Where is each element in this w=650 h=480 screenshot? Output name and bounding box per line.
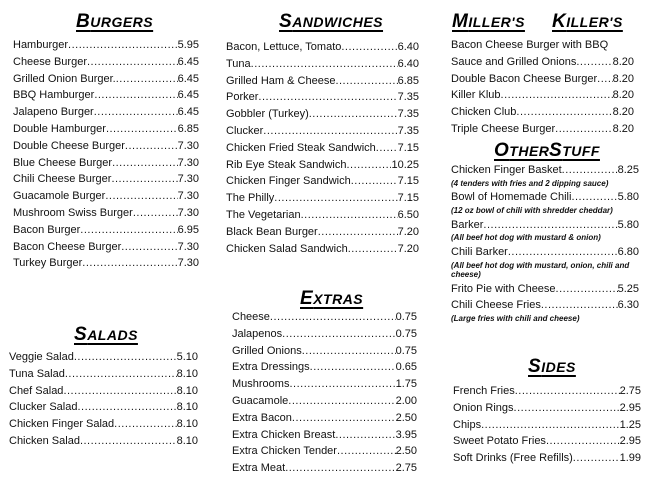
leader-dots — [80, 222, 177, 239]
item-name: Chicken Finger Basket — [451, 164, 562, 176]
burgers-heading: BURGERS — [76, 11, 154, 32]
other-stuff-heading-stuff: STUFF — [549, 140, 600, 161]
item-name: Chili Cheese Fries — [451, 299, 541, 312]
item-name: Cheese Burger — [13, 55, 87, 68]
burgers-item — [13, 239, 199, 256]
item-price: 0.75 — [395, 327, 417, 340]
item-name: Veggie Salad — [9, 351, 74, 363]
leader-dots — [288, 393, 395, 410]
item-price: 7.35 — [397, 124, 419, 137]
burgers-item — [13, 205, 199, 222]
item-name: Extra Bacon — [232, 411, 292, 424]
item-price: 7.30 — [177, 257, 199, 270]
sides-item — [453, 400, 641, 417]
extras-item — [232, 326, 417, 343]
millers-item — [451, 121, 634, 138]
sandwiches-item — [226, 39, 419, 56]
sandwiches-item — [226, 89, 419, 106]
burgers-item — [13, 171, 199, 188]
item-price: 7.30 — [177, 173, 199, 186]
item-description: (All beef hot dog with mustard, onion, chili and cheese) — [451, 260, 630, 280]
leader-dots — [597, 71, 612, 88]
item-price: 5.95 — [177, 39, 199, 51]
sandwiches-list — [226, 39, 419, 257]
item-name: Bacon, Lettuce, Tomato — [226, 41, 342, 53]
leader-dots — [310, 359, 396, 376]
burgers-item — [13, 255, 199, 272]
item-price: 8.20 — [612, 106, 634, 119]
extras-item — [232, 427, 417, 444]
item-name: Barker — [451, 218, 484, 231]
item-description: (4 tenders with fries and 2 dipping sauce) — [451, 178, 609, 188]
sandwiches-item — [226, 123, 419, 140]
sandwiches-heading: SANDWICHES — [279, 11, 384, 32]
item-name: Tuna — [226, 57, 251, 70]
other-item — [451, 281, 639, 298]
item-name: Gobbler (Turkey) — [226, 108, 309, 121]
item-price: 0.65 — [395, 361, 417, 374]
item-name: Grilled Onions — [232, 344, 302, 357]
leader-dots — [289, 376, 395, 393]
extras-item — [232, 359, 417, 376]
leader-dots — [82, 255, 177, 272]
item-price: 2.50 — [395, 411, 417, 424]
item-price: 5.10 — [176, 351, 198, 363]
item-price: 1.25 — [619, 418, 641, 431]
leader-dots — [121, 239, 177, 256]
item-name: Hamburger — [13, 39, 69, 51]
item-name: Chili Cheese Burger — [13, 173, 112, 186]
millers-item — [451, 104, 634, 121]
item-price: 6.45 — [177, 55, 199, 68]
leader-dots — [285, 460, 395, 477]
salads-heading: SALADS — [74, 324, 138, 345]
leader-dots — [376, 140, 398, 157]
item-name: Triple Cheese Burger — [451, 122, 556, 135]
item-name: Extra Dressings — [232, 361, 310, 374]
item-price: 6.95 — [177, 223, 199, 236]
extras-item — [232, 376, 417, 393]
leader-dots — [351, 173, 398, 190]
item-price: 5.80 — [617, 191, 639, 204]
other-item — [451, 244, 639, 261]
sandwiches-item — [226, 173, 419, 190]
sandwiches-item — [226, 106, 419, 123]
leader-dots — [274, 190, 397, 207]
item-name: Double Cheese Burger — [13, 139, 125, 152]
sides-item — [453, 383, 641, 400]
item-price: 6.80 — [617, 245, 639, 258]
leader-dots — [541, 297, 618, 314]
burgers-item — [13, 104, 199, 121]
leader-dots — [515, 383, 620, 400]
item-price: 6.50 — [397, 208, 419, 221]
burgers-list — [13, 37, 199, 272]
leader-dots — [501, 87, 613, 104]
item-price: 1.75 — [395, 378, 417, 391]
leader-dots — [94, 87, 177, 104]
sandwiches-item — [226, 56, 419, 73]
extras-item — [232, 343, 417, 360]
sides-item — [453, 433, 641, 450]
burgers-item — [13, 155, 199, 172]
leader-dots — [555, 121, 612, 138]
item-name: Grilled Onion Burger. — [13, 72, 116, 85]
salads-list — [9, 349, 198, 450]
extras-list — [232, 309, 417, 477]
leader-dots — [258, 89, 397, 106]
item-name: BBQ Hamburger — [13, 89, 95, 102]
item-name: Rib Eye Steak Sandwich — [226, 158, 347, 171]
salads-item — [9, 349, 198, 366]
item-price: 7.35 — [397, 91, 419, 104]
item-name: Jalapeno Burger — [13, 106, 94, 119]
millers-heading-killer: KILLER'S — [552, 11, 623, 32]
item-name: Extra Chicken Tender — [232, 445, 337, 458]
leader-dots — [481, 417, 619, 434]
item-price: 2.50 — [395, 445, 417, 458]
item-price: 7.30 — [177, 139, 199, 152]
item-price: 3.95 — [395, 428, 417, 441]
leader-dots — [111, 171, 177, 188]
leader-dots — [77, 399, 176, 416]
item-price: 6.30 — [617, 299, 639, 312]
item-price: 6.45 — [177, 72, 199, 85]
millers-list — [451, 37, 634, 138]
item-name: Chicken Salad Sandwich — [226, 242, 348, 255]
leader-dots — [335, 427, 395, 444]
item-name: Extra Meat — [232, 462, 286, 475]
item-name: Guacamole — [232, 394, 289, 407]
extras-item — [232, 443, 417, 460]
salads-item — [9, 366, 198, 383]
millers-heading-miller: MILLER'S — [452, 11, 525, 32]
item-price: 2.75 — [619, 385, 641, 397]
leader-dots — [106, 121, 178, 138]
item-price: 7.20 — [397, 225, 419, 238]
leader-dots — [341, 39, 397, 56]
leader-dots — [292, 410, 396, 427]
item-price: 2.75 — [395, 462, 417, 475]
leader-dots — [112, 155, 178, 172]
item-name: Tuna Salad — [9, 367, 65, 380]
item-name: Bacon Burger — [13, 223, 81, 236]
leader-dots — [514, 400, 620, 417]
extras-item — [232, 460, 417, 477]
leader-dots — [63, 383, 176, 400]
item-price: 7.15 — [397, 141, 419, 154]
item-price: 6.45 — [177, 106, 199, 119]
item-price: 0.75 — [395, 344, 417, 357]
leader-dots — [263, 123, 397, 140]
leader-dots — [573, 450, 620, 467]
item-price: 8.20 — [612, 122, 634, 135]
burgers-item — [13, 138, 199, 155]
item-name: Double Hamburger — [13, 122, 106, 135]
item-price: 8.10 — [176, 367, 198, 380]
item-price: 7.35 — [397, 108, 419, 121]
extras-item — [232, 309, 417, 326]
sandwiches-item — [226, 241, 419, 258]
sides-heading: SIDES — [528, 356, 576, 377]
item-name: Blue Cheese Burger — [13, 156, 113, 169]
sandwiches-item — [226, 157, 419, 174]
leader-dots — [87, 54, 178, 71]
salads-item — [9, 416, 198, 433]
salads-item — [9, 383, 198, 400]
item-price: 8.20 — [612, 72, 634, 85]
item-price: 8.10 — [176, 384, 198, 397]
item-name: Chili Barker — [451, 245, 508, 258]
item-name: Killer Klub — [451, 89, 501, 102]
other-stuff-list — [451, 162, 639, 325]
leader-dots — [133, 205, 178, 222]
item-price: 8.10 — [176, 434, 198, 447]
item-name: The Vegetarian — [226, 208, 301, 221]
leader-dots — [562, 162, 618, 179]
item-price: 7.30 — [177, 206, 199, 219]
item-name: Extra Chicken Breast — [232, 428, 336, 441]
leader-dots — [114, 416, 176, 433]
item-price: 6.85 — [397, 74, 419, 87]
item-price: 2.00 — [395, 394, 417, 407]
sandwiches-item — [226, 207, 419, 224]
item-name: Grilled Ham & Cheese — [226, 74, 336, 87]
item-name: Bacon Cheese Burger — [13, 240, 122, 253]
leader-dots — [68, 37, 178, 54]
other-item — [451, 189, 639, 206]
item-name: Chicken Fried Steak Sandwich — [226, 141, 376, 154]
other-item — [451, 217, 639, 234]
leader-dots — [251, 56, 398, 73]
salads-item — [9, 399, 198, 416]
burgers-item — [13, 71, 199, 88]
leader-dots — [483, 217, 617, 234]
item-price: 8.10 — [176, 418, 198, 431]
millers-item — [451, 87, 634, 104]
item-price: 7.30 — [177, 240, 199, 253]
item-name: Onion Rings — [453, 401, 514, 414]
item-price: 7.15 — [397, 192, 419, 205]
leader-dots — [65, 366, 177, 383]
item-price: 8.25 — [617, 164, 639, 176]
leader-dots — [348, 241, 398, 258]
item-name: Guacamole Burger — [13, 190, 106, 203]
item-name: Clucker Salad — [9, 401, 78, 414]
other-item — [451, 297, 639, 314]
item-price: 7.30 — [177, 156, 199, 169]
item-name: French Fries — [453, 385, 515, 397]
item-price: 8.20 — [612, 89, 634, 102]
sides-item — [453, 450, 641, 467]
leader-dots — [546, 433, 620, 450]
item-name: Chicken Club — [451, 106, 517, 119]
leader-dots — [346, 157, 391, 174]
item-price: 8.10 — [176, 401, 198, 414]
millers-item — [451, 71, 634, 88]
leader-dots — [335, 73, 397, 90]
burgers-item — [13, 121, 199, 138]
item-description: (Large fries with chili and cheese) — [451, 314, 580, 324]
leader-dots — [302, 343, 396, 360]
leader-dots — [94, 104, 178, 121]
item-price: 10.25 — [391, 158, 419, 171]
millers-item-line2: Sauce and Grilled Onions ..... 8.20 — [451, 54, 634, 71]
leader-dots — [282, 326, 395, 343]
item-name: Double Bacon Cheese Burger — [451, 72, 598, 85]
item-description: (All beef hot dog with mustard & onion) — [451, 233, 601, 243]
leader-dots — [556, 281, 618, 298]
item-name: Mushroom Swiss Burger — [13, 206, 133, 219]
item-price: 2.95 — [619, 435, 641, 448]
item-name: The Philly — [226, 192, 275, 205]
leader-dots — [516, 104, 612, 121]
leader-dots — [125, 138, 178, 155]
item-name: Mushrooms — [232, 378, 290, 391]
leader-dots — [318, 224, 398, 241]
sandwiches-item — [226, 224, 419, 241]
other-stuff-heading-other: OTHER — [494, 140, 550, 161]
item-price: 7.20 — [397, 242, 419, 255]
salads-item — [9, 433, 198, 450]
item-name: Chips — [453, 418, 482, 431]
item-name: Bowl of Homemade Chili — [451, 191, 572, 204]
leader-dots — [74, 349, 177, 366]
other-item — [451, 162, 639, 179]
item-price: 0.75 — [395, 311, 417, 323]
item-name: Chef Salad — [9, 384, 64, 397]
item-name: Jalapenos — [232, 327, 283, 340]
extras-heading: EXTRAS — [300, 288, 364, 309]
item-name: Chicken Finger Salad — [9, 418, 115, 431]
item-price: 6.85 — [177, 122, 199, 135]
sides-list — [453, 383, 641, 467]
item-price: 7.15 — [397, 175, 419, 188]
item-price: 7.30 — [177, 190, 199, 203]
item-name: Sweet Potato Fries — [453, 435, 546, 448]
item-name: Clucker — [226, 124, 264, 137]
item-price: 5.80 — [617, 218, 639, 231]
sandwiches-item — [226, 73, 419, 90]
item-name: Chicken Salad — [9, 434, 80, 447]
item-description: (12 oz bowl of chili with shredder cheddar) — [451, 206, 613, 216]
item-name: Cheese — [232, 311, 270, 323]
leader-dots — [116, 71, 178, 88]
millers-item-line1: Bacon Cheese Burger with BBQ — [451, 39, 609, 51]
extras-item — [232, 410, 417, 427]
burgers-item — [13, 222, 199, 239]
item-price: 6.40 — [397, 41, 419, 53]
item-name: Chicken Finger Sandwich — [226, 175, 351, 188]
item-price: 6.40 — [397, 57, 419, 70]
sandwiches-item — [226, 140, 419, 157]
leader-dots — [508, 244, 618, 261]
leader-dots — [309, 106, 398, 123]
leader-dots — [571, 189, 617, 206]
leader-dots — [105, 188, 177, 205]
burgers-item — [13, 87, 199, 104]
item-name: Soft Drinks (Free Refills) — [453, 452, 573, 465]
item-price: 5.25 — [617, 282, 639, 295]
item-name: Frito Pie with Cheese — [451, 282, 556, 295]
leader-dots — [337, 443, 396, 460]
leader-dots — [270, 309, 396, 326]
item-name: Turkey Burger — [13, 257, 83, 270]
extras-item — [232, 393, 417, 410]
burgers-item — [13, 188, 199, 205]
leader-dots — [80, 433, 177, 450]
sides-item — [453, 417, 641, 434]
item-name: Porker — [226, 91, 259, 104]
leader-dots — [301, 207, 398, 224]
item-name: Black Bean Burger — [226, 225, 318, 238]
burgers-item — [13, 37, 199, 54]
item-price: 2.95 — [619, 401, 641, 414]
item-price: 6.45 — [177, 89, 199, 102]
item-price: 1.99 — [619, 452, 641, 465]
burgers-item — [13, 54, 199, 71]
sandwiches-item — [226, 190, 419, 207]
